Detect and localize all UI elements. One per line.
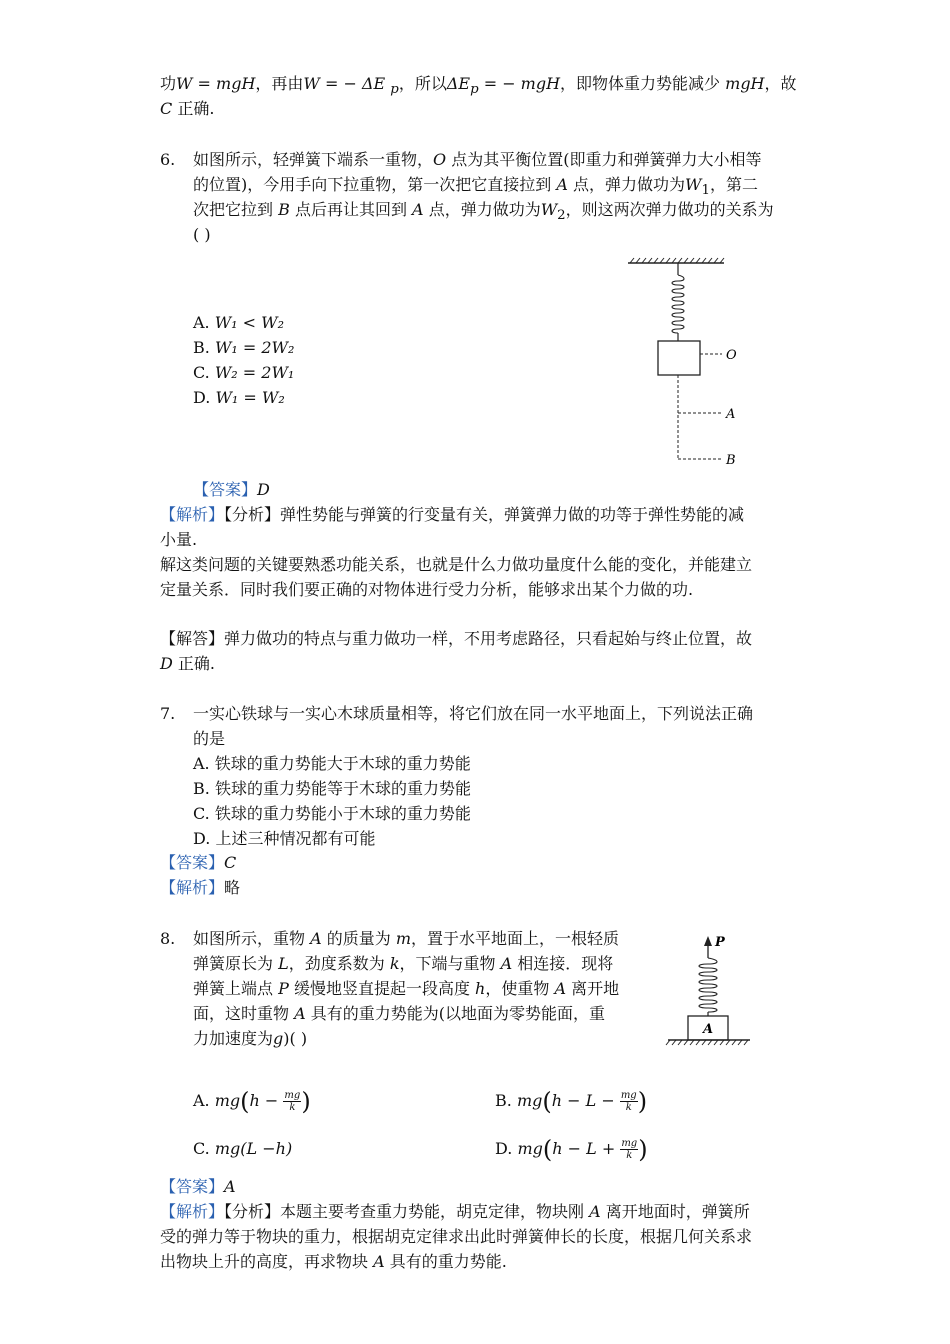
denominator: k [626,1150,633,1161]
text: h [475,979,486,998]
text: A [500,954,513,973]
analysis-tag: 【解析】 [160,878,225,897]
q8-option-a[interactable] [193,1088,311,1115]
symbol: W [540,200,558,219]
symbol: g [273,1029,284,1048]
analysis-tag: 【解析】 [160,505,225,524]
text: 如图所示，重物 [193,929,311,948]
option-label: A. [193,1091,210,1110]
option-text: W₁ = W₂ [215,388,285,407]
text: ，再由 [255,74,304,93]
denominator: k [625,1102,632,1113]
q8-analysis-line-2: 受的弹力等于物块的重力，根据胡克定律求出此时弹簧伸长的长度，根据几何关系求 [160,1227,753,1246]
paren-open: ( [542,1135,553,1164]
q6-stem-line-1 [193,149,761,171]
equation: ΔE [446,74,471,93]
intro-line-1 [160,73,797,101]
label-b: B [726,453,736,468]
option-text: h − L − [551,1091,615,1110]
q6-answer [193,479,270,501]
equation: = − mgH [478,74,561,93]
text: 正确. [172,99,215,118]
text: 正确. [172,654,216,673]
option-text: 铁球的重力势能大于木球的重力势能 [214,754,471,773]
q8-analysis-line-1 [160,1201,750,1223]
q7-analysis [160,877,240,899]
text: 缓慢地竖直提起一段高度 [288,979,476,998]
subscript: 2 [557,208,566,224]
q8-stem-line-5 [193,1028,307,1050]
label-o: O [726,348,737,363]
fraction [283,1090,301,1113]
text: A [412,200,424,219]
q6-option-d[interactable] [193,387,285,409]
option-text: 铁球的重力势能等于木球的重力势能 [214,779,471,798]
text: 次把它拉到 [193,200,279,219]
q7-answer [160,852,236,874]
q6-spring-figure [620,255,750,470]
q6-stem-line-2 [193,174,758,202]
q8-number: 8. [160,929,176,948]
q7-option-c[interactable] [193,803,471,825]
q6-solution-line-2 [160,653,215,675]
text: A [373,1252,385,1271]
answer-value: A [224,1177,236,1196]
text: 具有的重力势能为(以地面为零势能面，重 [305,1004,605,1023]
text: 【分析】本题主要考查重力势能，胡克定律，物块刚 [224,1202,590,1221]
text: 力加速度为 [193,1029,274,1048]
text: 点为其平衡位置(即重力和弹簧弹力大小相等 [446,150,762,169]
text: O [433,150,447,169]
q7-option-d[interactable] [193,828,375,850]
text: 具有的重力势能. [384,1252,507,1271]
option-text: h − [249,1091,279,1110]
q6-blank: ( ) [193,225,211,244]
denominator: k [289,1102,296,1113]
option-text: mg [516,1091,543,1110]
text: A [310,929,322,948]
q7-number: 7. [160,704,176,723]
option-text: mg(L −h) [214,1139,293,1158]
text: ，则这两次弹力做功的关系为 [565,200,774,219]
numerator: mg [621,1138,638,1149]
q8-option-d[interactable] [495,1136,648,1163]
option-label: A. [193,754,210,773]
q6-solution-line-1: 【解答】弹力做功的特点与重力做功一样，不用考虑路径，只看起始与终止位置，故 [160,629,753,648]
q8-spring-block-figure [660,928,760,1053]
answer-tag: 【答案】 [160,853,225,872]
subscript: 1 [701,183,710,199]
q6-analysis-line-3: 解这类问题的关键要熟悉功能关系，也就是什么力做功量度什么能的变化，并能建立 [160,555,753,574]
paren-close: ) [301,1087,311,1116]
equation: W = − ΔE [303,74,391,93]
symbol: W [685,175,702,194]
spring-coil [672,275,684,333]
paren-close: ) [637,1087,648,1116]
q7-option-a[interactable] [193,753,471,775]
equation: mgH [725,74,765,93]
text: A [556,175,568,194]
fraction [620,1138,638,1161]
text: 的位置)，今用手向下拉重物，第一次把它直接拉到 [193,175,557,194]
text: 点，弹力做功为 [567,175,685,194]
text: ，劲度系数为 [288,954,390,973]
label-a: A [703,1022,714,1037]
option-label: C. [193,363,210,382]
text: B [278,200,290,219]
text: 如图所示，轻弹簧下端系一重物， [193,150,434,169]
text: ，故 [764,74,797,93]
q7-stem-line-2: 的是 [193,729,226,748]
option-text: 铁球的重力势能小于木球的重力势能 [214,804,471,823]
q6-analysis-line-2: 小量. [160,530,198,549]
option-text: W₂ = 2W₁ [214,363,295,382]
text: D [160,654,173,673]
q6-option-b[interactable] [193,337,294,359]
q8-stem-line-4 [193,1003,605,1025]
option-label: D. [495,1139,513,1158]
text: )( ) [283,1029,308,1048]
option-text: mg [214,1091,241,1110]
equation: W = mgH [176,74,256,93]
text: L [278,954,289,973]
q7-option-b[interactable] [193,778,471,800]
option-label: C. [193,804,210,823]
text: 离开地 [566,979,620,998]
option-text: W₁ = 2W₂ [214,338,295,357]
text: A [554,979,567,998]
option-label: A. [193,313,210,332]
text: 弹簧上端点 [193,979,279,998]
q8-stem-line-2 [193,953,613,975]
q6-analysis-line-4: 定量关系．同时我们要正确的对物体进行受力分析，能够求出某个力做的功. [160,580,694,599]
text: ，置于水平地面上，一根轻质 [411,929,620,948]
text: ，使重物 [485,979,555,998]
text: 的质量为 [321,929,396,948]
q6-number: 6. [160,150,176,169]
subscript: p [470,82,479,98]
q8-stem-line-3 [193,978,619,1000]
option-label: D. [193,829,211,848]
label-p: P [715,935,725,950]
option-label: B. [495,1091,512,1110]
pull-arrow-head [704,936,712,946]
text: ，下端与重物 [399,954,501,973]
subscript: p [390,82,399,98]
text: 面，这时重物 [193,1004,295,1023]
spring-coil [699,958,717,1012]
q8-stem-line-1 [193,928,619,950]
paren-open: ( [240,1087,250,1116]
option-label: D. [193,388,211,407]
text: 离开地面时，弹簧所 [600,1202,750,1221]
text: 【分析】弹性势能与弹簧的行变量有关，弹簧弹力做的功等于弹性势能的减 [224,505,745,524]
text: 出物块上升的高度，再求物块 [160,1252,374,1271]
text: 点，弹力做功为 [423,200,541,219]
option-text: W₁ < W₂ [214,313,285,332]
q8-answer [160,1176,236,1198]
text: 略 [224,878,241,897]
fraction [620,1090,638,1113]
answer-value: C [224,853,237,872]
q6-stem-line-3 [193,199,774,227]
analysis-tag: 【解析】 [160,1202,225,1221]
text: A [294,1004,306,1023]
text: P [278,979,289,998]
option-label: B. [193,779,210,798]
option-label: B. [193,338,210,357]
paren-close: ) [638,1135,648,1164]
q8-option-b[interactable] [495,1088,647,1115]
option-text: h − L + [552,1139,616,1158]
label-a: A [726,407,736,422]
text: ，即物体重力势能减少 [560,74,726,93]
text: k [389,954,400,973]
text: 点后再让其回到 [289,200,413,219]
option-text: 上述三种情况都有可能 [215,829,376,848]
q8-option-c[interactable] [193,1138,292,1160]
text: m [395,929,412,948]
q8-analysis-line-3 [160,1251,507,1273]
paren-open: ( [542,1087,552,1116]
text: 功 [160,74,177,93]
text: ，第二 [709,175,758,194]
q6-analysis-line-1 [160,504,744,526]
q6-option-a[interactable] [193,312,284,334]
text: C [160,99,173,118]
q6-option-c[interactable] [193,362,294,384]
hanging-mass [658,341,700,375]
numerator: mg [620,1090,637,1101]
answer-value: D [257,480,270,499]
text: ，所以 [398,74,447,93]
option-label: C. [193,1139,210,1158]
q7-stem-line-1: 一实心铁球与一实心木球质量相等，将它们放在同一水平地面上，下列说法正确 [193,704,754,723]
text: 相连接．现将 [512,954,614,973]
answer-tag: 【答案】 [160,1177,225,1196]
text: 弹簧原长为 [193,954,279,973]
intro-line-2 [160,98,214,120]
numerator: mg [284,1090,301,1101]
text: A [589,1202,601,1221]
option-text: mg [517,1139,543,1158]
answer-tag: 【答案】 [193,480,258,499]
